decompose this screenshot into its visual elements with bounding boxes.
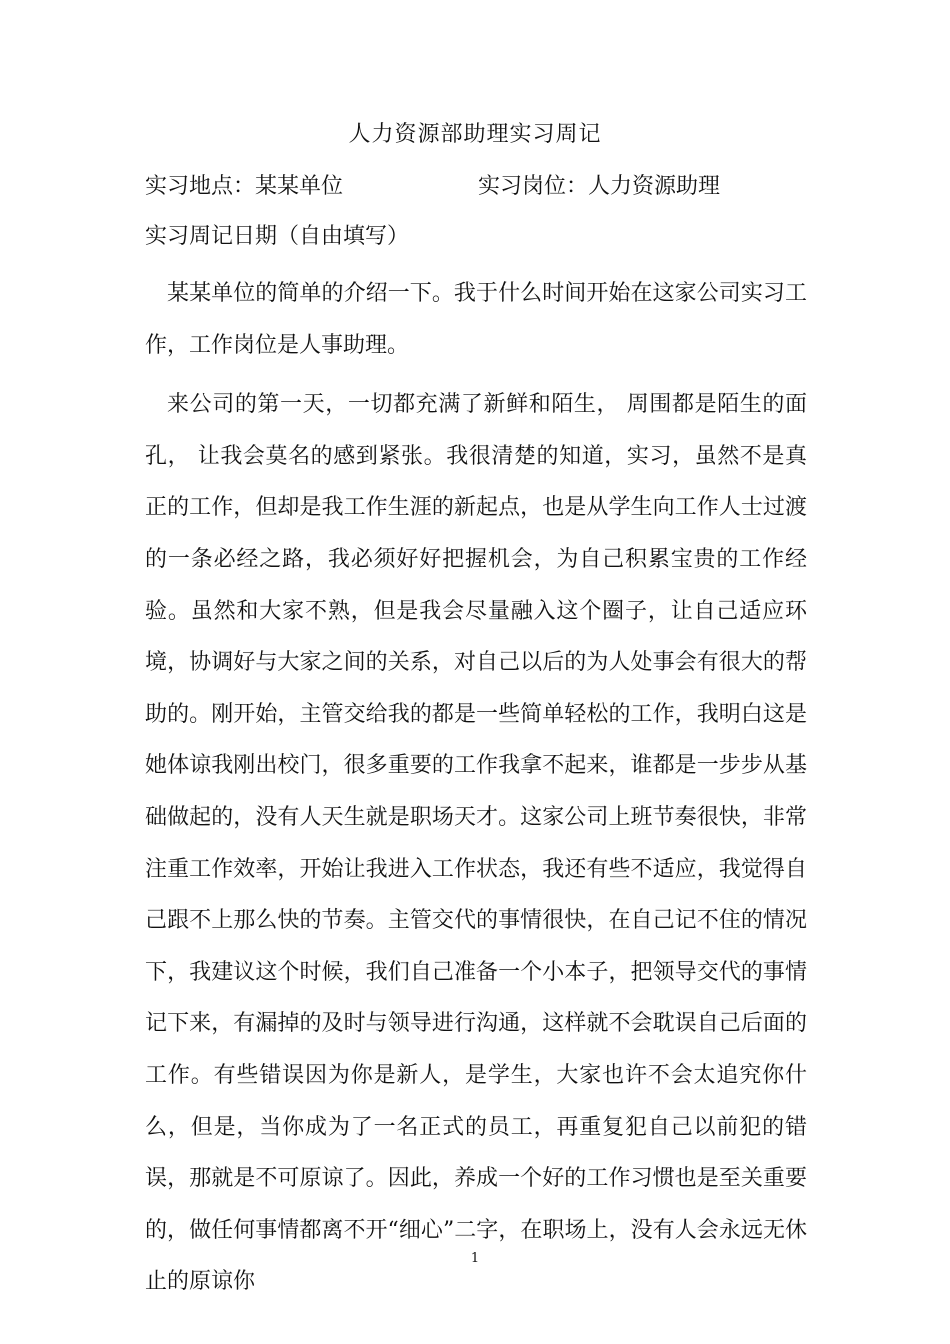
- body-paragraph: 来公司的第一天，一切都充满了新鲜和陌生， 周围都是陌生的面孔， 让我会莫名的感到紧张。我很清楚的知道，实习，虽然不是真正的工作，但却是我工作生涯的新起点，也是从学生向工作人士过渡的一条必经之路，我必须好好把握机会，为自己积累宝贵的工作经验。虽然和大家不熟，但是我会尽量融入这个圈子，让自己适应环境，协调好与大家之间的关系，对自己以后的为人处事会有很大的帮助的。刚开始，主管交给我的都是一些简单轻松的工作，我明白这是她体谅我刚出校门，很多重要的工作我拿不起来，谁都是一步步从基础做起的，没有人天生就是职场天才。这家公司上班节奏很快，非常注重工作效率，开始让我进入工作状态，我还有些不适应，我觉得自己跟不上那么快的节奏。主管交代的事情很快，在自己记不住的情况下，我建议这个时候，我们自己准备一个小本子，把领导交代的事情记下来，有漏掉的及时与领导进行沟通，这样就不会耽误自己后面的工作。有些错误因为你是新人，是学生，大家也许不会太追究你什么，但是，当你成为了一名正式的员工，再重复犯自己以前犯的错误，那就是不可原谅了。因此，养成一个好的工作习惯也是至关重要的，做任何事情都离不开“细心”二字，在职场上，没有人会永远无休止的原谅你: [145, 392, 807, 1295]
- page-number: 1: [470, 1251, 480, 1266]
- document-title: 人力资源部助理实习周记: [348, 122, 602, 147]
- journal-date-label: 实习周记日期（自由填写）: [145, 224, 410, 249]
- journal-date-row: [145, 220, 409, 254]
- journal-body: [145, 268, 807, 1316]
- internship-position: 实习岗位：人力资源助理: [478, 174, 721, 199]
- body-paragraph: 某某单位的简单的介绍一下。我于什么时间开始在这家公司实习工作，工作岗位是人事助理。: [145, 281, 807, 358]
- internship-info-row: [145, 170, 721, 204]
- internship-location: 实习地点：某某单位: [145, 174, 344, 199]
